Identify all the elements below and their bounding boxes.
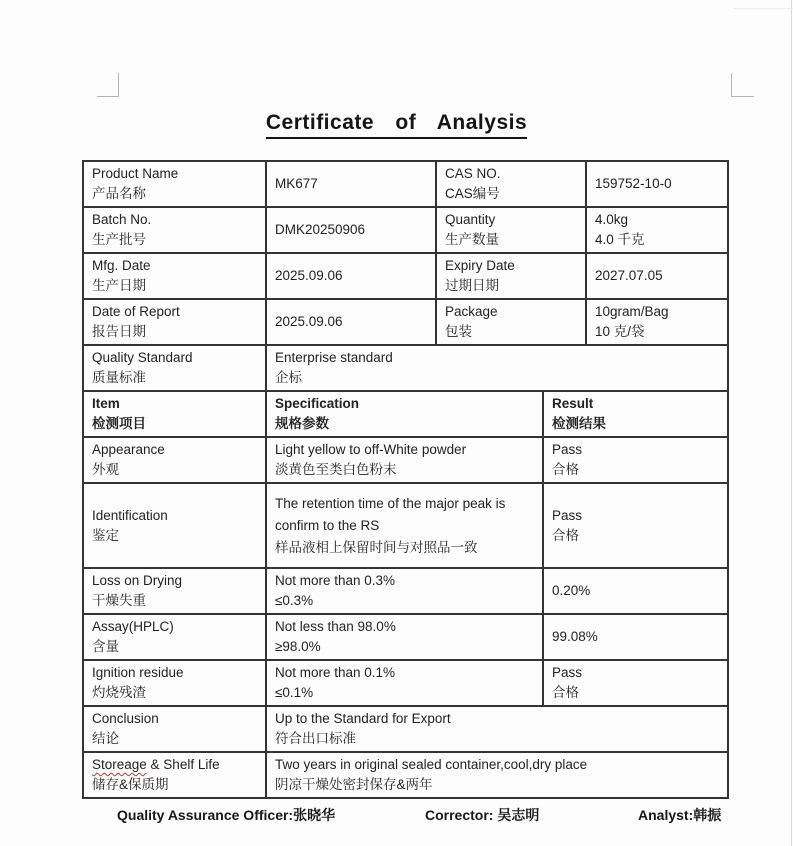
label-en: Quality Standard	[92, 350, 193, 365]
cell-label	[83, 207, 266, 253]
item-en: Ignition residue	[92, 665, 184, 680]
spec-line: 样品液相上保留时间与对照品一致	[275, 539, 478, 555]
label-en: Quantity	[445, 212, 496, 227]
item-en: Identification	[92, 507, 168, 523]
table-row-spec-header	[83, 391, 728, 437]
label-en: Conclusion	[92, 711, 159, 726]
cell-item	[83, 568, 266, 614]
result-line: 合格	[552, 685, 579, 700]
header-zh: 检测项目	[92, 416, 146, 431]
cell-result	[543, 568, 728, 614]
cell-label	[83, 706, 266, 752]
label-zh: 过期日期	[445, 278, 499, 293]
text-boundary-corner-mark-left	[97, 73, 119, 97]
table-row-mfg-date	[83, 253, 728, 299]
cell-value	[266, 161, 436, 207]
header-en: Specification	[275, 396, 360, 411]
column-header-item	[83, 391, 266, 437]
cell-label	[436, 253, 586, 299]
label-zh: 生产批号	[92, 232, 146, 247]
cell-label	[83, 752, 266, 798]
cell-value	[586, 207, 728, 253]
expiry-date-value: 2027.07.05	[595, 268, 663, 283]
misspelled-word: Storeage	[92, 757, 147, 772]
table-row-quality-standard	[83, 345, 728, 391]
label-zh: 结论	[92, 731, 119, 746]
cell-specification	[266, 614, 543, 660]
cell-label	[83, 299, 266, 345]
cell-item	[83, 483, 266, 568]
mfg-date-value: 2025.09.06	[275, 268, 343, 283]
quantity-value-zh: 4.0 千克	[595, 232, 645, 247]
cell-item	[83, 437, 266, 483]
label-en: Package	[445, 304, 498, 319]
result-line: Pass	[552, 507, 583, 523]
cell-label	[83, 161, 266, 207]
cell-value	[586, 161, 728, 207]
cell-result	[543, 660, 728, 706]
label-zh: 生产数量	[445, 232, 499, 247]
label-en: Storeage & Shelf Life	[92, 757, 220, 772]
cell-label	[83, 345, 266, 391]
cell-specification	[266, 483, 543, 568]
item-zh: 灼烧残渣	[92, 685, 146, 700]
label-zh: 储存&保质期	[92, 777, 169, 792]
spec-line: Not more than 0.3%	[275, 573, 396, 588]
spec-line: Light yellow to off-White powder	[275, 442, 467, 457]
table-row-batch-no	[83, 207, 728, 253]
cell-value	[586, 299, 728, 345]
cell-value	[266, 299, 436, 345]
quality-standard-value-zh: 企标	[275, 370, 302, 385]
item-en: Assay(HPLC)	[92, 619, 174, 634]
cell-value	[266, 706, 728, 752]
photo-edge-line-top	[733, 8, 793, 9]
conclusion-value-zh: 符合出口标准	[275, 731, 356, 746]
table-row-report-date	[83, 299, 728, 345]
result-line: 99.08%	[552, 629, 598, 644]
table-row-appearance	[83, 437, 728, 483]
product-name-value: MK677	[275, 176, 318, 191]
table-row-ignition-residue	[83, 660, 728, 706]
corrector-label: Corrector:	[425, 807, 498, 823]
item-en: Appearance	[92, 442, 165, 457]
text-boundary-corner-mark-right	[731, 73, 754, 97]
table-row-identification	[83, 483, 728, 568]
conclusion-value: Up to the Standard for Export	[275, 711, 451, 726]
cell-value	[266, 253, 436, 299]
batch-no-value: DMK20250906	[275, 222, 366, 237]
spec-line: Not more than 0.1%	[275, 665, 396, 680]
report-date-value: 2025.09.06	[275, 314, 343, 329]
table-row-storage-shelf-life	[83, 752, 728, 798]
cell-value	[266, 345, 728, 391]
item-zh: 含量	[92, 639, 119, 654]
result-line: 0.20%	[552, 583, 591, 598]
spec-line: ≤0.1%	[275, 685, 314, 700]
result-line: 合格	[552, 462, 579, 477]
quantity-value: 4.0kg	[595, 212, 629, 227]
label-zh: 生产日期	[92, 278, 146, 293]
label-zh: 质量标准	[92, 370, 146, 385]
corrector-name: 吴志明	[497, 807, 540, 823]
spec-line: Not less than 98.0%	[275, 619, 396, 634]
label-en: Expiry Date	[445, 258, 515, 273]
column-header-result	[543, 391, 728, 437]
page-title: Certificate of Analysis	[266, 111, 527, 139]
spec-line: confirm to the RS	[275, 517, 380, 533]
cell-result	[543, 437, 728, 483]
cell-value	[266, 207, 436, 253]
coa-table	[82, 160, 729, 799]
spec-line: 淡黄色至类白色粉末	[275, 462, 397, 477]
corrector-signature	[425, 805, 539, 825]
cell-label	[436, 161, 586, 207]
qa-officer-signature	[117, 805, 335, 825]
cell-result	[543, 483, 728, 568]
label-en: Mfg. Date	[92, 258, 151, 273]
table-row-product-name	[83, 161, 728, 207]
analyst-signature	[638, 805, 721, 825]
cell-value	[266, 752, 728, 798]
item-zh: 鉴定	[92, 527, 119, 543]
label-zh: 产品名称	[92, 186, 146, 201]
label-en: Batch No.	[92, 212, 152, 227]
spec-line: ≤0.3%	[275, 593, 314, 608]
analyst-label: Analyst:	[638, 807, 694, 823]
cell-specification	[266, 568, 543, 614]
spec-line: ≥98.0%	[275, 639, 321, 654]
analyst-name: 韩振	[693, 807, 722, 823]
result-line: Pass	[552, 665, 583, 680]
cell-label	[436, 299, 586, 345]
cell-label	[83, 253, 266, 299]
table-row-assay-hplc	[83, 614, 728, 660]
package-value-zh: 10 克/袋	[595, 324, 645, 339]
label-en: Product Name	[92, 166, 179, 181]
result-line: 合格	[552, 527, 579, 543]
spec-line: The retention time of the major peak is	[275, 495, 506, 511]
package-value: 10gram/Bag	[595, 304, 669, 319]
header-zh: 检测结果	[552, 416, 606, 431]
cell-result	[543, 614, 728, 660]
cas-number-value: 159752-10-0	[595, 176, 672, 191]
label-zh: CAS编号	[445, 186, 500, 201]
table-row-conclusion	[83, 706, 728, 752]
header-zh: 规格参数	[275, 416, 329, 431]
table-row-loss-on-drying	[83, 568, 728, 614]
cell-item	[83, 660, 266, 706]
cell-specification	[266, 437, 543, 483]
cell-item	[83, 614, 266, 660]
item-en: Loss on Drying	[92, 573, 183, 588]
document-header	[0, 111, 793, 139]
header-en: Result	[552, 396, 594, 411]
storage-value: Two years in original sealed container,cool,dry place	[275, 757, 588, 772]
header-en: Item	[92, 396, 120, 411]
label-zh: 报告日期	[92, 324, 146, 339]
label-en: Date of Report	[92, 304, 180, 319]
cell-specification	[266, 660, 543, 706]
label-en: CAS NO.	[445, 166, 501, 181]
result-line: Pass	[552, 442, 583, 457]
item-zh: 外观	[92, 462, 119, 477]
quality-standard-value: Enterprise standard	[275, 350, 393, 365]
qa-officer-label: Quality Assurance Officer:	[117, 807, 294, 823]
cell-value	[586, 253, 728, 299]
cell-label	[436, 207, 586, 253]
column-header-specification	[266, 391, 543, 437]
qa-officer-name: 张晓华	[293, 807, 336, 823]
item-zh: 干燥失重	[92, 593, 146, 608]
storage-value-zh: 阴凉干燥处密封保存&两年	[275, 777, 433, 792]
label-zh: 包装	[445, 324, 472, 339]
